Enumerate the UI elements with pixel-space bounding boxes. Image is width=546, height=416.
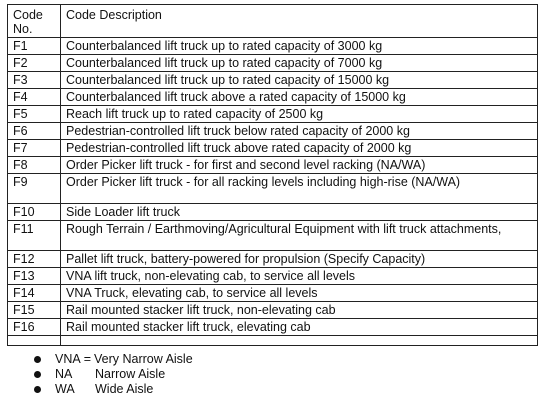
table-header-row — [8, 5, 538, 38]
table-row — [8, 55, 538, 72]
description-cell: Rail mounted stacker lift truck, non-elevating cab — [61, 302, 538, 319]
code-cell: F4 — [8, 89, 61, 106]
description-cell: Rough Terrain / Earthmoving/Agricultural Equipment with lift truck attachments, — [61, 221, 538, 251]
table-row — [8, 106, 538, 123]
code-cell-empty — [8, 336, 61, 346]
header-code-no — [8, 5, 61, 38]
legend-abbr: WA — [55, 382, 75, 396]
description-cell: VNA Truck, elevating cab, to service all levels — [61, 285, 538, 302]
table-row — [8, 319, 538, 336]
code-cell: F3 — [8, 72, 61, 89]
code-cell: F11 — [8, 221, 61, 251]
description-cell: Counterbalanced lift truck up to rated capacity of 3000 kg — [61, 38, 538, 55]
description-cell: Counterbalanced lift truck up to rated capacity of 7000 kg — [61, 55, 538, 72]
legend-abbr: NA — [55, 367, 73, 381]
bullet-icon — [34, 386, 41, 393]
bullet-icon — [34, 356, 41, 363]
description-cell: Counterbalanced lift truck above a rated capacity of 15000 kg — [61, 89, 538, 106]
legend-item — [7, 382, 537, 397]
description-cell: Pallet lift truck, battery-powered for propulsion (Specify Capacity) — [61, 251, 538, 268]
description-cell: Pedestrian-controlled lift truck above rated capacity of 2000 kg — [61, 140, 538, 157]
table-row — [8, 221, 538, 251]
description-cell: Pedestrian-controlled lift truck below rated capacity of 2000 kg — [61, 123, 538, 140]
code-cell: F5 — [8, 106, 61, 123]
abbreviation-legend — [7, 352, 537, 397]
description-cell: VNA lift truck, non-elevating cab, to service all levels — [61, 268, 538, 285]
code-cell: F16 — [8, 319, 61, 336]
legend-separator: = — [83, 352, 92, 366]
code-cell: F8 — [8, 157, 61, 174]
legend-item — [7, 352, 537, 367]
table-row — [8, 157, 538, 174]
code-cell: F14 — [8, 285, 61, 302]
code-cell: F13 — [8, 268, 61, 285]
code-cell: F12 — [8, 251, 61, 268]
description-cell-empty — [61, 336, 538, 346]
description-cell: Order Picker lift truck - for all racking levels including high-rise (NA/WA) — [61, 174, 538, 204]
table-row — [8, 89, 538, 106]
code-cell: F15 — [8, 302, 61, 319]
legend-meaning: Very Narrow Aisle — [94, 352, 193, 366]
description-cell: Reach lift truck up to rated capacity of 2500 kg — [61, 106, 538, 123]
code-cell: F10 — [8, 204, 61, 221]
table-row — [8, 72, 538, 89]
table-row — [8, 285, 538, 302]
legend-meaning: Wide Aisle — [95, 382, 154, 396]
legend-meaning: Narrow Aisle — [95, 367, 166, 381]
code-cell: F7 — [8, 140, 61, 157]
legend-item — [7, 367, 537, 382]
table-row — [8, 140, 538, 157]
table-row-empty — [8, 336, 538, 346]
description-cell: Counterbalanced lift truck up to rated capacity of 15000 kg — [61, 72, 538, 89]
header-code-line2: No. — [13, 22, 33, 36]
description-cell: Order Picker lift truck - for first and second level racking (NA/WA) — [61, 157, 538, 174]
bullet-icon — [34, 371, 41, 378]
header-code-description: Code Description — [61, 5, 538, 38]
code-cell: F1 — [8, 38, 61, 55]
document-page — [7, 4, 537, 397]
table-row — [8, 123, 538, 140]
table-row — [8, 38, 538, 55]
code-cell: F6 — [8, 123, 61, 140]
table-row — [8, 302, 538, 319]
legend-abbr: VNA — [55, 352, 81, 366]
table-row — [8, 174, 538, 204]
code-table — [7, 4, 538, 346]
table-row — [8, 268, 538, 285]
description-cell: Side Loader lift truck — [61, 204, 538, 221]
table-row — [8, 251, 538, 268]
table-row — [8, 204, 538, 221]
description-cell: Rail mounted stacker lift truck, elevating cab — [61, 319, 538, 336]
header-code-line1: Code — [13, 8, 43, 22]
code-cell: F2 — [8, 55, 61, 72]
code-cell: F9 — [8, 174, 61, 204]
